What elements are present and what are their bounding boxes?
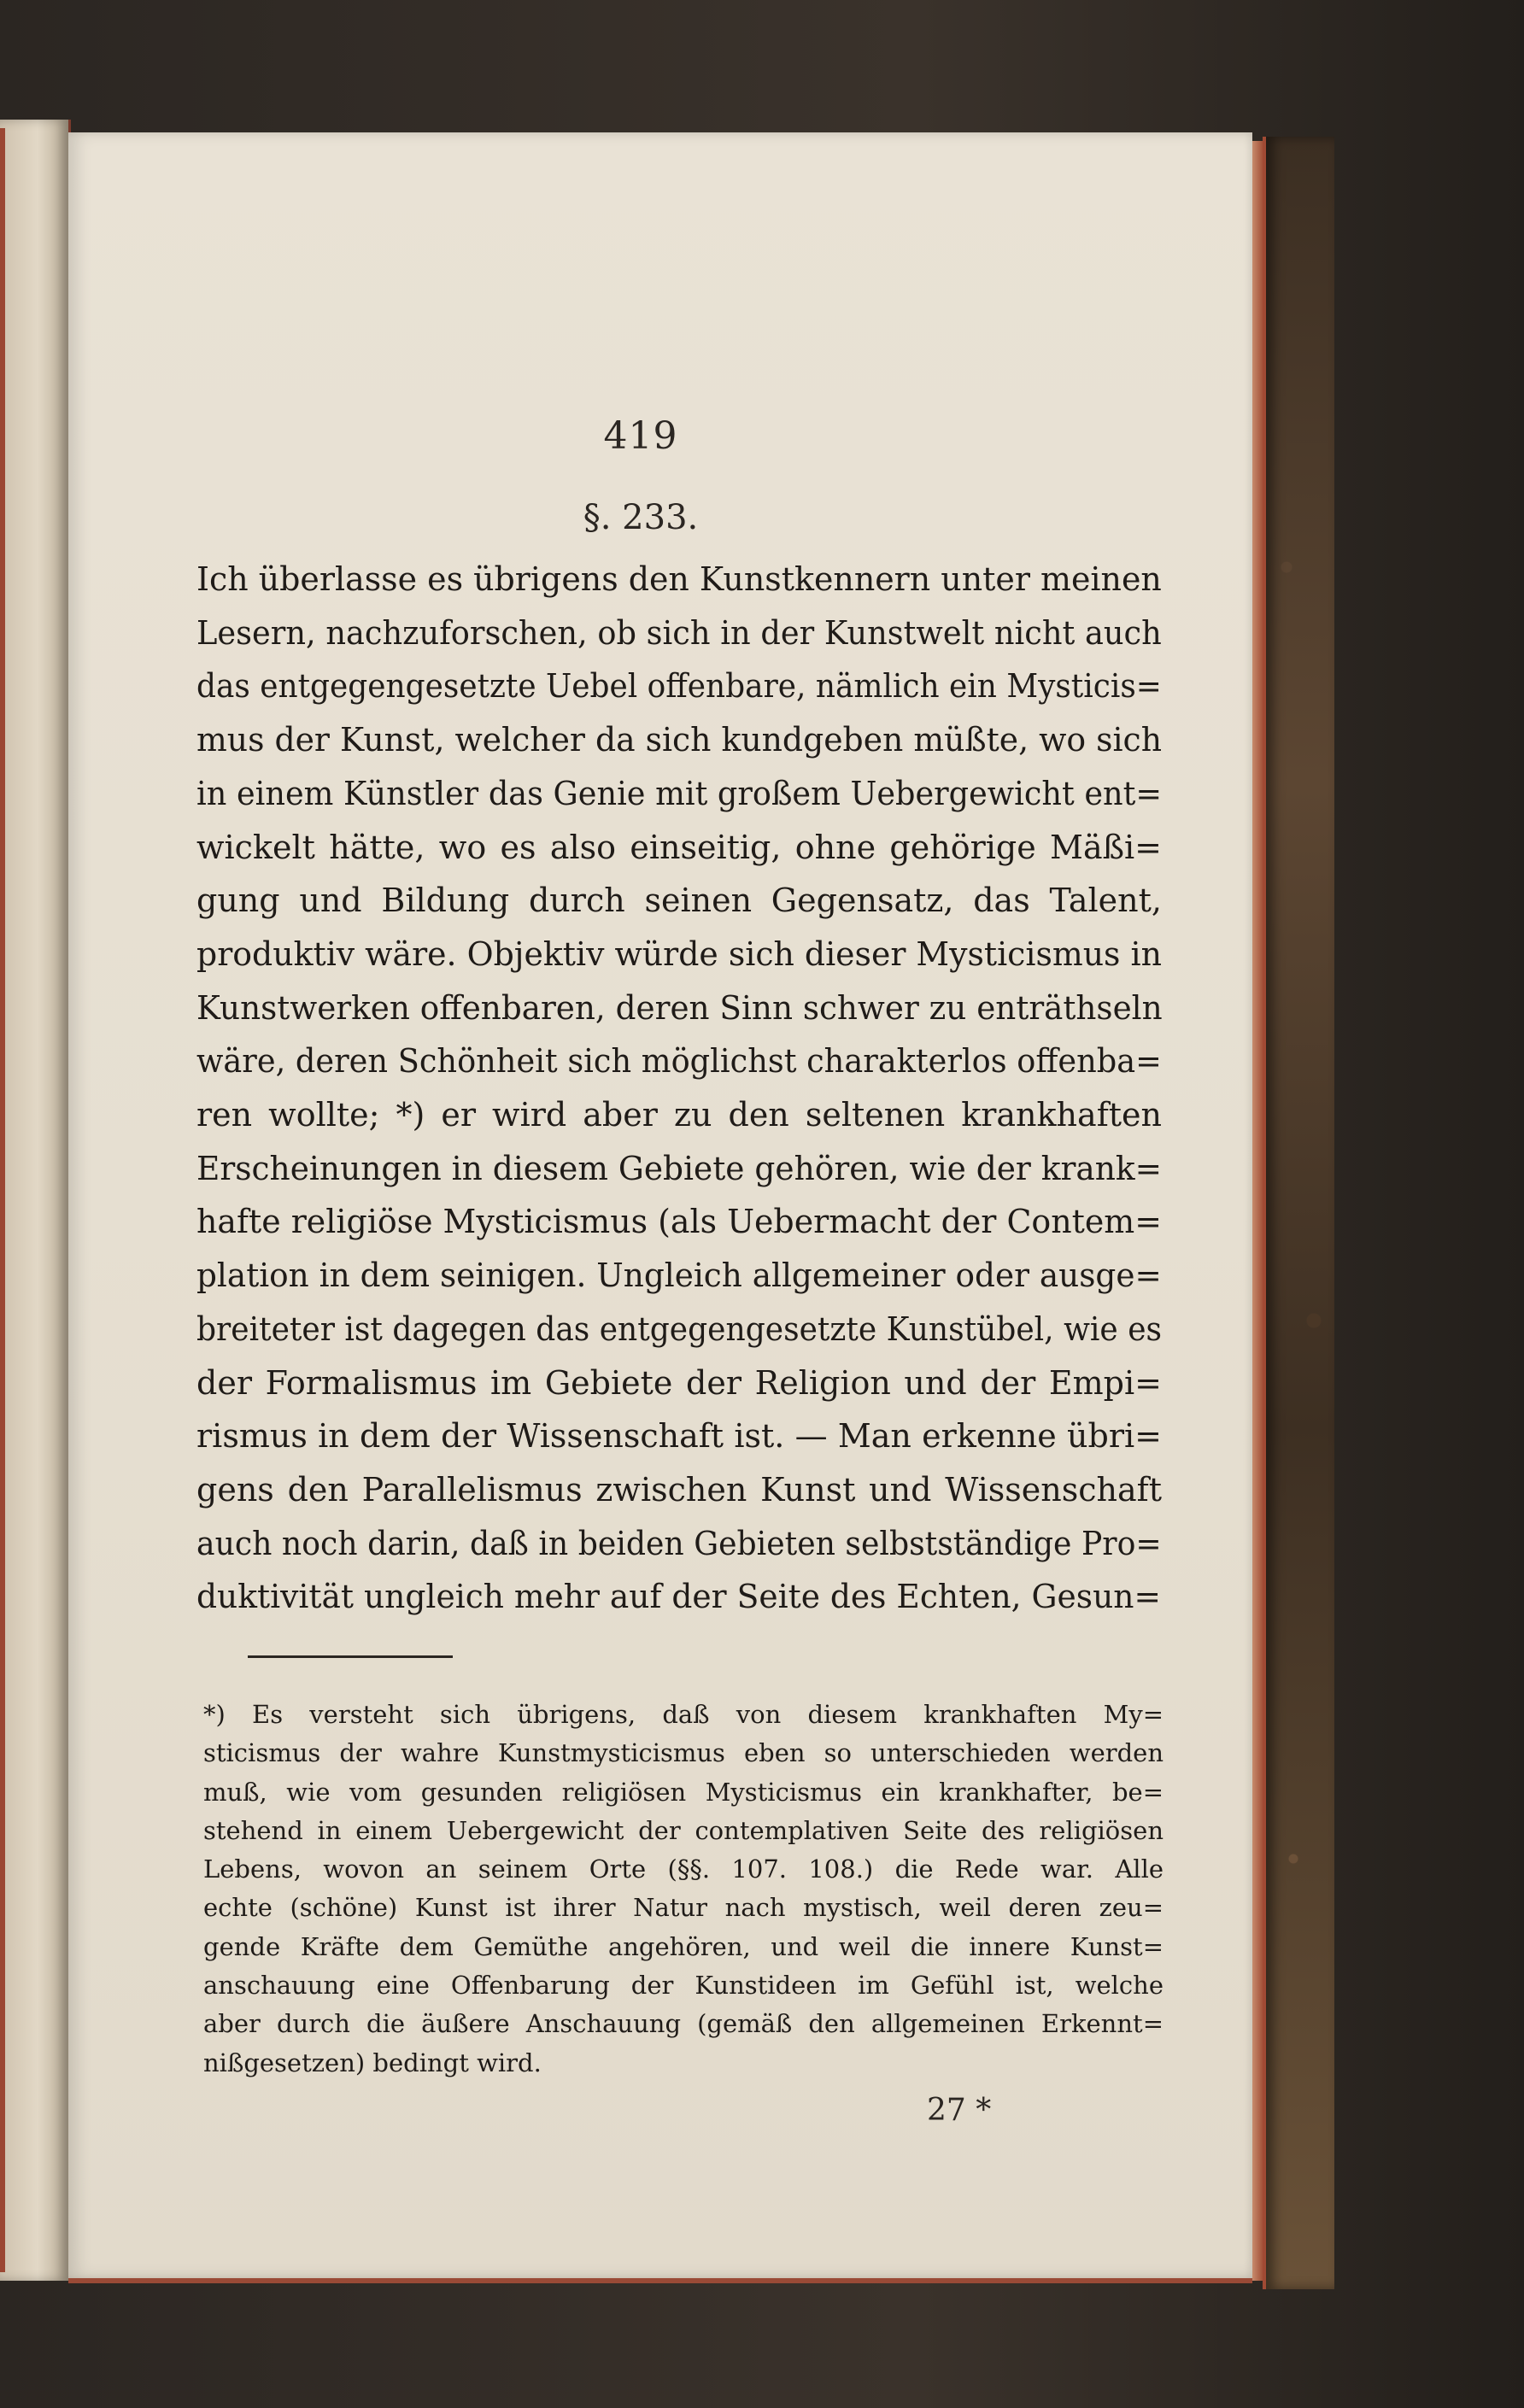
footnote	[203, 1696, 1164, 2083]
body-line: Ich überlasse es übrigens den Kunstkennern unter meinen	[196, 560, 1162, 598]
body-line: der Formalismus im Gebiete der Religion und der Empi=	[196, 1363, 1162, 1402]
footnote-line: sticismus der wahre Kunstmysticismus eben so unterschieden werden	[203, 1738, 1164, 1768]
body-line: das entgegengesetzte Uebel offenbare, nämlich ein Mysticis=	[196, 667, 1162, 706]
footnote-line: aber durch die äußere Anschauung (gemäß den allgemeinen Erkennt=	[203, 2009, 1164, 2039]
body-line: plation in dem seinigen. Ungleich allgemeiner oder ausge=	[196, 1257, 1162, 1295]
footnote-line: anschauung eine Offenbarung der Kunstideen im Gefühl ist, welche	[203, 1971, 1164, 2001]
body-line: produktiv wäre. Objektiv würde sich dieser Mysticismus in	[196, 934, 1162, 973]
body-line: wickelt hätte, wo es also einseitig, ohne gehörige Mäßi=	[196, 828, 1162, 866]
marbled-cover-board	[1263, 137, 1334, 2289]
book-page	[68, 132, 1252, 2283]
footnote-line: stehend in einem Uebergewicht der contemplativen Seite des religiösen	[203, 1815, 1164, 1845]
body-line: Lesern, nachzuforschen, ob sich in der Kunstwelt nicht auch	[196, 613, 1162, 652]
footnote-line: gende Kräfte dem Gemüthe angehören, und weil die innere Kunst=	[203, 1931, 1164, 1961]
body-line: auch noch darin, daß in beiden Gebieten selbstständige Pro=	[196, 1524, 1162, 1562]
body-line: breiteter ist dagegen das entgegengesetzte Kunstübel, wie es	[196, 1309, 1163, 1348]
body-line: mus der Kunst, welcher da sich kundgeben müßte, wo sich	[196, 721, 1163, 759]
body-line: ren wollte; *) er wird aber zu den seltenen krankhaften	[196, 1096, 1162, 1134]
footnote-line: Lebens, wovon an seinem Orte (§§. 107. 108.) die Rede war. Alle	[203, 1854, 1164, 1884]
left-facing-page-edge	[0, 120, 71, 2281]
footnote-line: muß, wie vom gesunden religiösen Mysticismus ein krankhafter, be=	[203, 1777, 1164, 1807]
footnote-line: nißgesetzen) bedingt wird.	[203, 2048, 542, 2077]
body-text	[196, 553, 1162, 1624]
body-line: hafte religiöse Mysticismus (als Uebermacht der Contem=	[196, 1203, 1162, 1241]
body-line: rismus in dem der Wissenschaft ist. — Man erkenne übri=	[196, 1417, 1162, 1456]
signature-mark: 27 *	[927, 2093, 992, 2128]
body-line: duktivität ungleich mehr auf der Seite des Echten, Gesun=	[196, 1578, 1161, 1616]
body-line: in einem Künstler das Genie mit großem Uebergewicht ent=	[196, 774, 1163, 812]
body-line: gens den Parallelismus zwischen Kunst und Wissenschaft	[196, 1470, 1162, 1509]
footnote-line: echte (schöne) Kunst ist ihrer Natur nach mystisch, weil deren zeu=	[203, 1893, 1164, 1923]
body-line: Erscheinungen in diesem Gebiete gehören, wie der krank=	[196, 1149, 1163, 1187]
page-red-edge	[1252, 141, 1263, 2281]
body-line: gung und Bildung durch seinen Gegensatz, das Talent,	[196, 882, 1162, 920]
section-heading: §. 233.	[583, 498, 699, 537]
left-page-red-edge	[0, 128, 5, 2272]
body-line: wäre, deren Schönheit sich möglichst charakterlos offenba=	[196, 1042, 1162, 1081]
footnote-line: *) Es versteht sich übrigens, daß von diesem krankhaften My=	[203, 1700, 1164, 1729]
body-line: Kunstwerken offenbaren, deren Sinn schwer zu enträthseln	[196, 988, 1163, 1027]
page-number: 419	[603, 414, 678, 458]
footnote-separator-rule	[248, 1655, 453, 1658]
